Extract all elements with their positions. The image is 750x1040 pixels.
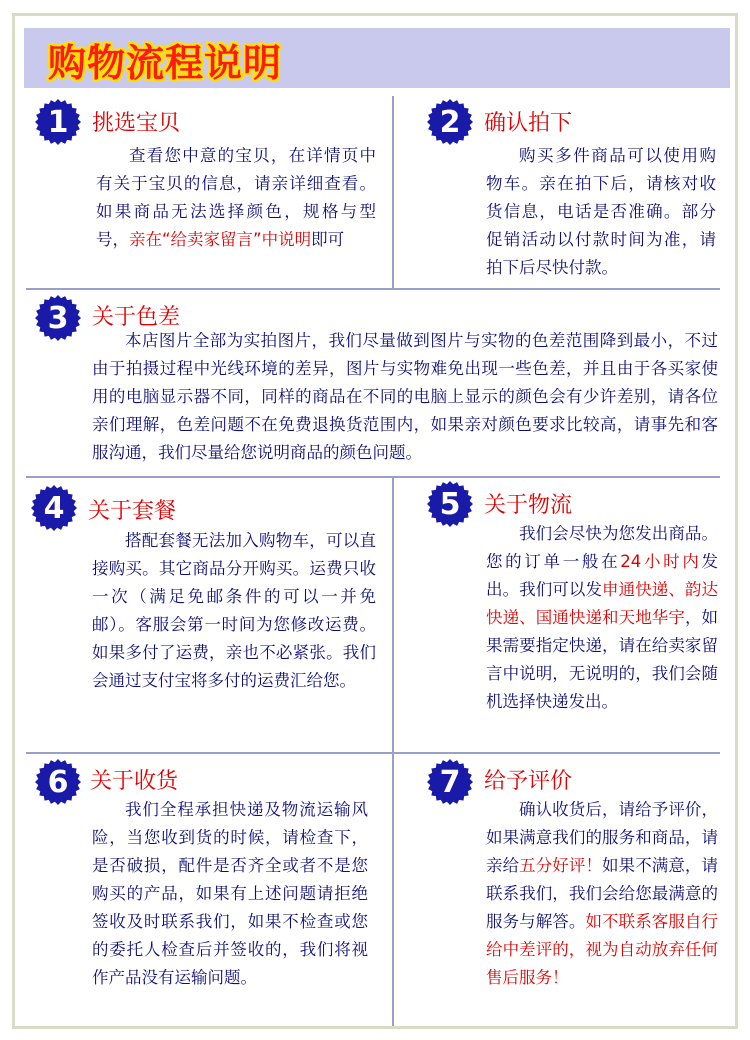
- body-text: 查看您中意的宝贝，在详情页中有关于宝贝的信息，请亲详细查看。如果商品无法选择颜色，规格与型号，: [96, 146, 376, 249]
- number-badge-4: [30, 484, 78, 532]
- badge-number: 6: [47, 765, 69, 800]
- number-badge-3: [34, 294, 82, 342]
- body-text: 购买多件商品可以使用购物车。亲在拍下后，请核对收货信息，电话是否准确。部分促销活动以付款时间为准，请拍下后尽快付款。: [486, 146, 716, 277]
- section-heading-4: 关于套餐: [88, 499, 177, 524]
- body-text: 搭配套餐无法加入购物车，可以直接购买。其它商品分开购买。运费只收一次（满足免邮条件的可以一并免邮）。客服会第一时间为您修改运费。如果多付了运费，亲也不必紧张。我们会通过支付宝将多付的运费汇给您。: [92, 531, 376, 690]
- number-badge-1: [34, 98, 82, 146]
- section-heading-7: 给予评价: [484, 769, 573, 794]
- highlight-text: 24小时内: [620, 552, 702, 571]
- section-body-6: [92, 796, 368, 992]
- section-heading-3: 关于色差: [92, 305, 181, 330]
- divider: [26, 752, 720, 754]
- section-heading-5: 关于物流: [484, 493, 573, 518]
- section-heading-6: 关于收货: [90, 769, 179, 794]
- badge-number: 4: [43, 491, 65, 526]
- body-text: 发出。我们可以发: [486, 552, 719, 599]
- highlight-text: 亲在“给卖家留言”中说明: [129, 230, 312, 249]
- section-body-3: [92, 327, 718, 467]
- section-body-4: [92, 527, 376, 695]
- body-text: 我们会尽快为您发出商品。您的订单一般在: [486, 524, 718, 571]
- section-body-1: [96, 142, 376, 254]
- highlight-text: 申通快递、韵达快递、国通快递和天地华宇: [486, 580, 719, 627]
- badge-number: 7: [439, 765, 461, 800]
- badge-number: 2: [439, 105, 461, 140]
- section-body-2: [486, 142, 716, 282]
- number-badge-7: [426, 758, 474, 806]
- number-badge-6: [34, 758, 82, 806]
- body-text: 即可: [311, 230, 345, 249]
- divider: [392, 478, 394, 1026]
- number-badge-5: [426, 480, 474, 528]
- body-text: 本店图片全部为实拍图片，我们尽量做到图片与实物的色差范围降到最小，不过由于拍摄过程中光线环境的差异，图片与实物难免出现一些色差，并且由于各买家使用的电脑显示器不同，同样的商品在不同的电脑上显示的颜色会有少许差别，请各位亲们理解，色差问题不在免费退换货范围内，如果亲对颜色要求比较高，请事先和客服沟通，我们尽量给您说明商品的颜色问题。: [92, 331, 718, 462]
- divider: [26, 476, 720, 478]
- body-text: 我们全程承担快递及物流运输风险，当您收到货的时候，请检查下，是否破损，配件是否齐全或者不是您购买的产品，如果有上述问题请拒绝签收及时联系我们，如果不检查或您的委托人检查后并签收的，我们将视作产品没有运输问题。: [92, 800, 368, 987]
- highlight-text: 五分好评！: [519, 856, 603, 875]
- section-heading-2: 确认拍下: [484, 111, 573, 136]
- badge-number: 1: [47, 105, 69, 140]
- section-heading-1: 挑选宝贝: [92, 111, 181, 136]
- body-text: 确认收货后，请给予评价，如果满意我们的服务和商品，请亲给: [486, 800, 718, 875]
- badge-number: 3: [47, 301, 69, 336]
- body-text: ，如果需要指定快递，请在给卖家留言中说明，无说明的，我们会随机选择快递发出。: [486, 608, 719, 711]
- highlight-text: 如不联系客服自行给中差评的，视为自动放弃任何售后服务！: [486, 912, 719, 987]
- number-badge-2: [426, 98, 474, 146]
- section-body-7: [486, 796, 718, 992]
- divider: [26, 288, 720, 290]
- page-title: 购物流程说明: [48, 41, 283, 85]
- badge-number: 5: [439, 487, 461, 522]
- body-text: 如果不满意，请联系我们，我们会给您最满意的服务与解答。: [486, 856, 719, 931]
- divider: [392, 96, 394, 288]
- section-body-5: [486, 520, 718, 716]
